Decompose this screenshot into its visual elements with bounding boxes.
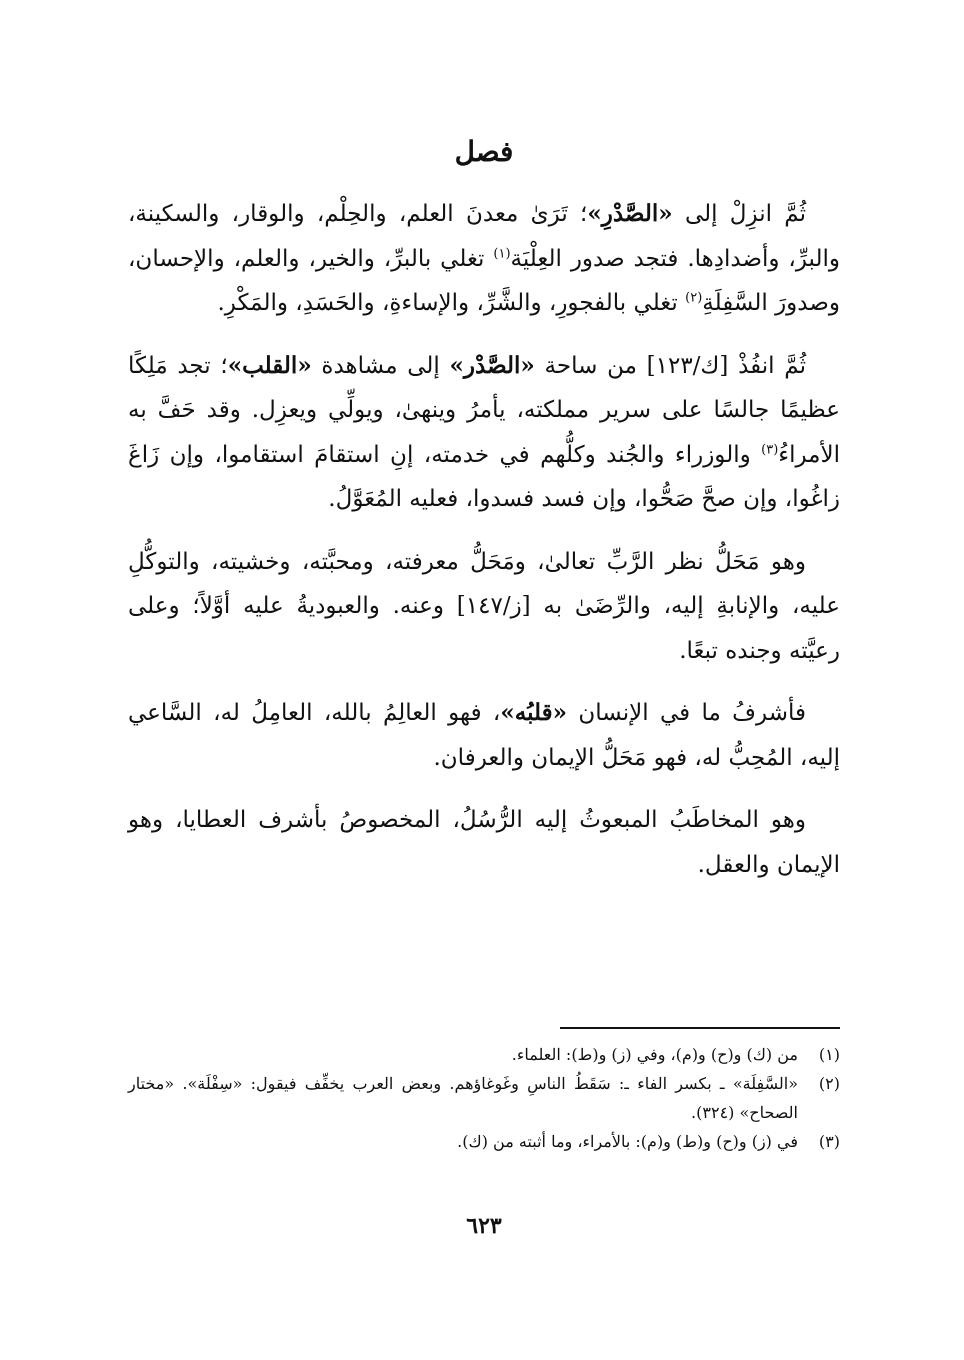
text-run: تغلي بالفجورِ، والشَّرِّ، والإساءةِ، والحَسَدِ، والمَكْرِ.	[217, 290, 686, 316]
text-run: فأشرفُ ما في الإنسان	[567, 700, 806, 726]
paragraph-4	[128, 691, 840, 780]
footnote-1	[128, 1040, 840, 1069]
bold-term: «الصَّدْرِ»	[587, 200, 673, 227]
paragraph-1	[128, 192, 840, 326]
paragraph-2	[128, 344, 840, 522]
text-run: ، فهو العالِمُ بالله، العامِلُ له، السَّاعي إليه، المُحِبُّ له، فهو مَحَلُّ الإيمان والعرفان.	[128, 700, 840, 771]
main-text	[128, 192, 840, 905]
footnote-divider	[560, 1027, 840, 1029]
footnotes	[128, 1040, 840, 1156]
footnote-ref: (١)	[493, 245, 511, 261]
footnote-text: من (ك) و(ح) و(م)، وفي (ز) و(ط): العلماء.	[511, 1045, 798, 1064]
footnote-number: (١)	[818, 1045, 840, 1064]
paragraph-3: وهو مَحَلُّ نظر الرَّبِّ تعالىٰ، ومَحَلُّ معرفته، ومحبَّته، وخشيته، والتوكُّلِ عليه، والإنابةِ إليه، والرِّضَىٰ به [ز/١٤٧] وعنه. والعبوديةُ عليه أوَّلاً؛ وعلى رعيَّته وجنده تبعًا.	[128, 548, 840, 664]
footnote-3	[128, 1127, 840, 1156]
bold-term: «القلب»	[227, 351, 312, 379]
text-run: ثُمَّ انزِلْ إلى	[672, 201, 807, 227]
footnote-text: في (ز) و(ح) و(ط) و(م): بالأمراء، وما أثبته من (ك).	[457, 1132, 798, 1151]
text-run: والوزراء والجُند وكلُّهم في خدمته، إنِ استقامَ استقاموا، وإن زَاغَ زاغُوا، وإن صحَّ صَحُّوا، وإن فسد فسدوا، فعليه المُعَوَّلُ.	[128, 441, 840, 512]
text-run: ؛ تَرَىٰ معدنَ العلم، والحِلْم، والوقار، والسكينة، والبرِّ، وأضدادِها. فتجد صدور العِلْيَة	[128, 201, 840, 272]
bold-term: «قلبُه»	[500, 699, 567, 726]
text-run: ؛ تجد مَلِكًا عظيمًا جالسًا على سرير مملكته، يأمرُ وينهىٰ، ويولِّي ويعزِل. وقد حَفَّ به الأمراءُ	[128, 352, 840, 468]
book-page	[128, 0, 840, 1360]
text-run: تغلي بالبرِّ، والخير، والعلم، والإحسان، وصدورَ السَّفِلَةِ	[128, 245, 840, 316]
page-number: ٦٢٣	[466, 1213, 502, 1239]
bold-term: «الصَّدْر»	[449, 351, 535, 379]
footnote-ref: (٢)	[685, 290, 703, 306]
paragraph-5: وهو المخاطَبُ المبعوثُ إليه الرُّسُلُ، المخصوصُ بأشرف العطايا، وهو الإيمان والعقل.	[128, 807, 840, 878]
footnote-text: «السَّفِلَة» ـ بكسر الفاء ـ: سَقَطُ الناسِ وغَوغاؤهم. وبعض العرب يخفِّف فيقول: «سِفْلَة». «مختار الصحاح» (٣٢٤).	[128, 1074, 798, 1122]
footnote-number: (٢)	[818, 1074, 840, 1093]
footnote-ref: (٣)	[761, 441, 779, 457]
footnote-number: (٣)	[818, 1132, 840, 1151]
footnote-2	[128, 1069, 840, 1127]
text-run: إلى مشاهدة	[311, 352, 450, 379]
text-run: ثُمَّ انفُذْ [ك/١٢٣] من ساحة	[534, 352, 806, 379]
section-heading: فصل	[454, 135, 514, 168]
